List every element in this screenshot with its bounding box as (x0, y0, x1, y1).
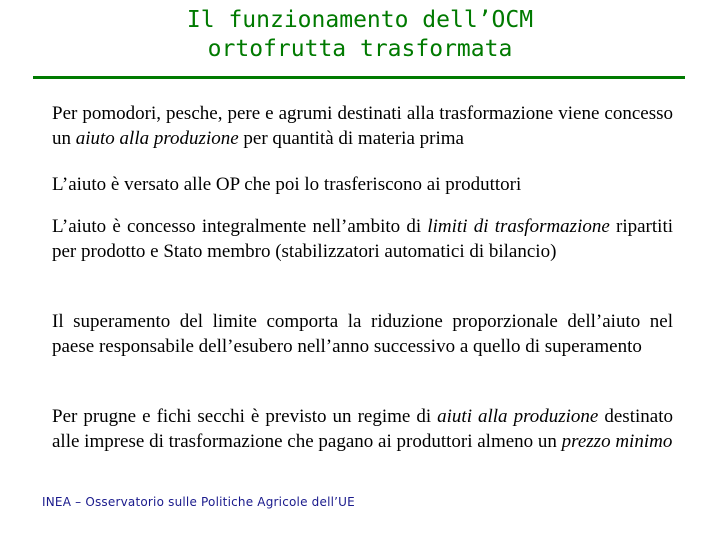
slide-title (0, 6, 720, 64)
footer-source: INEA – Osservatorio sulle Politiche Agricole dell’UE (42, 495, 355, 509)
paragraph-1-text-a: Per pomodori, pesche, pere e agrumi destinati alla trasformazione viene concesso un (52, 103, 673, 149)
paragraph-5-text-a: Per prugne e fichi secchi è previsto un regime di (52, 406, 438, 427)
paragraph-3 (52, 214, 673, 264)
paragraph-5 (52, 404, 673, 454)
paragraph-1-emphasis: aiuto alla produzione (75, 128, 239, 149)
paragraph-5-text-b: destinato alle imprese di trasformazione che pagano ai produttori almeno un (52, 406, 673, 452)
slide-title-line-1: Il funzionamento dell’OCM (186, 7, 534, 33)
paragraph-2 (52, 172, 673, 197)
paragraph-1-text-b: per quantità di materia prima (238, 128, 464, 149)
paragraph-5-emphasis-2: prezzo minimo (561, 431, 673, 452)
paragraph-3-text-a: L’aiuto è concesso integralmente nell’ambito di (52, 216, 428, 237)
paragraph-4-text: Il superamento del limite comporta la riduzione proporzionale dell’aiuto nel paese responsabile dell’esubero nell’anno successivo a quello di superamento (52, 311, 673, 357)
paragraph-1 (52, 101, 673, 151)
paragraph-4 (52, 309, 673, 359)
paragraph-2-text: L’aiuto è versato alle OP che poi lo trasferiscono ai produttori (52, 174, 522, 195)
paragraph-3-text-b: ripartiti per prodotto e Stato membro (stabilizzatori automatici di bilancio) (52, 216, 674, 262)
title-underline (33, 76, 685, 79)
paragraph-3-emphasis: limiti di trasformazione (427, 216, 610, 237)
paragraph-5-emphasis-1: aiuti alla produzione (437, 406, 599, 427)
slide-title-line-2: ortofrutta trasformata (207, 36, 513, 62)
